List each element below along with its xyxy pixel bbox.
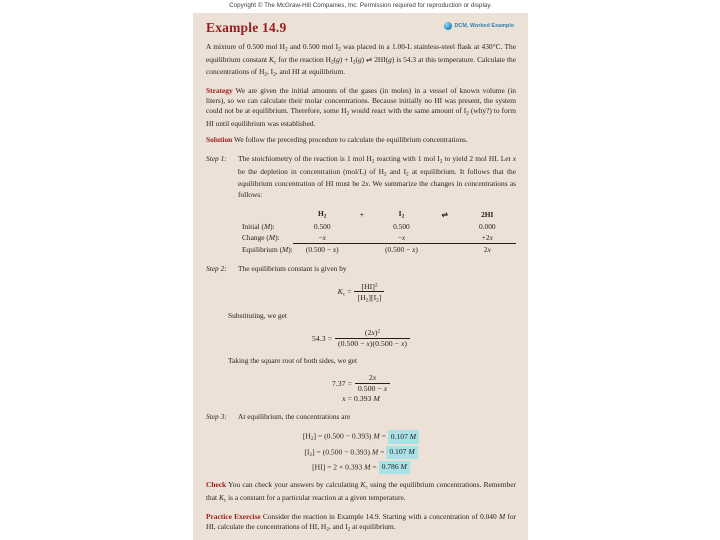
badge-label: DCM, Worked Example <box>454 23 514 29</box>
ice-header-hi: 2HI <box>481 210 494 220</box>
result-h2: $[H_2] = (0.500 - 0.393) M = 0.107$ M <box>206 430 516 445</box>
substituted-numerator: $(2x)^2$ <box>335 328 410 338</box>
ice-row-equilibrium-label: Equilibrium (M): <box>242 244 293 254</box>
molarity-unit: M <box>373 394 380 404</box>
table-row <box>242 243 516 255</box>
ice-header-blank <box>242 209 293 222</box>
substituted-lead: 54.3 = <box>311 333 332 343</box>
ice-spacer <box>431 232 459 243</box>
kc-fraction <box>354 282 384 303</box>
table-row <box>242 232 516 243</box>
sqrt-note: Taking the square root of both sides, we get <box>228 356 357 366</box>
check-label: Check <box>206 480 227 490</box>
result-i2: $[I_2] = (0.500 - 0.393) M = 0.107$ M <box>206 446 516 461</box>
example-sheet <box>193 13 528 540</box>
ice-spacer <box>352 232 372 243</box>
step-3-label: Step 3: <box>206 412 227 422</box>
ice-spacer <box>431 243 459 255</box>
x-symbol: x <box>342 394 346 404</box>
result-h2-value: 0.107 M <box>388 430 419 443</box>
globe-icon <box>444 22 452 30</box>
ice-change-h2: −x <box>293 232 352 243</box>
sqrt-lead: 7.37 = <box>331 378 352 388</box>
substituting-note: Substituting, we get <box>228 311 287 321</box>
results-block <box>206 430 516 474</box>
substituted-equation <box>206 328 516 348</box>
check-paragraph: Check You can check your answers by calculating $K_c$ using the equilibrium concentrations. Remember that $K_c$ is a constant for a particular reaction at a given temperature. <box>206 480 516 504</box>
strategy-paragraph: Strategy We are given the initial amounts of the gases (in moles) in a vessel of known volume (in liters), so we can calculate their molar concentrations. Because initially no HI was present, the system could not be at equilibrium. Therefore, some $H_2$ would react with the same amount of $I_2$ (why?) to form HI until equilibrium was established. <box>206 85 516 128</box>
practice-exercise-label: Practice Exercise <box>206 511 261 521</box>
sheet-inner <box>206 13 516 534</box>
equilibrium-arrow-icon: ⇌ <box>441 210 448 220</box>
ice-header-h2: $H_2$ <box>318 209 327 220</box>
step-2-label: Step 2: <box>206 263 227 273</box>
substituted-denominator: (0.500 − x)(0.500 − x) <box>337 339 408 349</box>
ice-change-hi: +2x <box>459 232 516 243</box>
step-1 <box>206 154 516 200</box>
table-row <box>242 209 516 222</box>
ice-table <box>242 209 516 255</box>
ice-equilibrium-h2: (0.500 − x) <box>305 245 339 255</box>
ice-spacer <box>352 243 372 255</box>
solution-paragraph: Solution We follow the preceding procedure to calculate the equilibrium concentrations. <box>206 134 468 144</box>
result-hi-value: 0.786 M <box>379 461 410 474</box>
ice-spacer <box>352 222 372 232</box>
copyright-notice: Copyright © The McGraw-Hill Companies, Inc. Permission required for reproduction or display. <box>229 2 492 9</box>
kc-numerator: [HI]$^2$ <box>354 282 384 292</box>
strategy-label: Strategy <box>206 85 233 95</box>
ice-spacer <box>431 222 459 232</box>
worked-example-badge[interactable] <box>444 22 515 30</box>
ice-equilibrium-i2: (0.500 − x) <box>385 245 418 255</box>
ice-header-i2: $I_2$ <box>398 209 405 220</box>
ice-initial-i2: 0.500 <box>393 222 410 232</box>
sqrt-fraction <box>355 373 390 393</box>
table-row <box>242 222 516 232</box>
kc-denominator: $[H_2][I_2]$ <box>357 292 382 304</box>
problem-statement: A mixture of 0.500 mol $H_2$ and 0.500 mol $I_2$ was placed in a 1.00-L stainless-steel flask at 430°C. The equilibrium constant $K_c$ for the reaction $H_2(g) + I_2(g)$ ⇌ 2HI(g) is 54.3 at this temperature. Calculate the concentrations of $H_2$, $I_2$, and HI at equilibrium. <box>206 42 517 78</box>
result-i2-value: 0.107 M <box>386 446 417 459</box>
ice-row-change-label: Change (M): <box>242 233 280 242</box>
step-1-text: The stoichiometry of the reaction is 1 mol $H_2$ reacting with 1 mol $I_2$ to yield 2 mol HI. Let x be the depletion in concentration (mol/L) of $H_2$ and $I_2$ at equilibrium. It follows that the equilibrium concentration of HI must be 2x. We summarize the changes in concentrations as follows: <box>238 154 516 199</box>
sqrt-equation <box>206 373 516 393</box>
sqrt-numerator: 2x <box>355 373 390 383</box>
ice-equilibrium-hi: 2x <box>483 245 491 255</box>
sqrt-denominator: 0.500 − x <box>357 384 388 394</box>
ice-row-initial-label: Initial (M): <box>242 222 275 232</box>
x-result: x = 0.393 M <box>342 394 380 404</box>
result-hi: [HI] = 2 × 0.393 M = 0.786 M <box>206 461 516 474</box>
ice-initial-h2: 0.500 <box>313 222 331 232</box>
step-2 <box>206 264 516 274</box>
step-1-label: Step 1: <box>206 154 227 164</box>
ice-initial-hi: 0.000 <box>478 222 496 232</box>
page-title: Example 14.9 <box>206 20 287 35</box>
step-3 <box>206 412 516 422</box>
ice-plus-sign: + <box>359 210 364 220</box>
practice-exercise-paragraph: Practice Exercise Consider the reaction in Example 14.9. Starting with a concentration of 0.040 M for HI, calculate the concentrations of HI, $H_2$, and $I_2$ at equilibrium. <box>206 511 516 533</box>
textbook-page <box>193 0 528 540</box>
kc-symbol: $K_c$ = <box>337 287 352 298</box>
step-2-text: The equilibrium constant is given by <box>238 263 347 273</box>
step-3-text: At equilibrium, the concentrations are <box>238 412 351 422</box>
substituted-fraction <box>335 328 410 348</box>
solution-label: Solution <box>206 134 233 144</box>
ice-change-i2: −x <box>372 232 431 243</box>
kc-definition-equation <box>206 282 516 303</box>
